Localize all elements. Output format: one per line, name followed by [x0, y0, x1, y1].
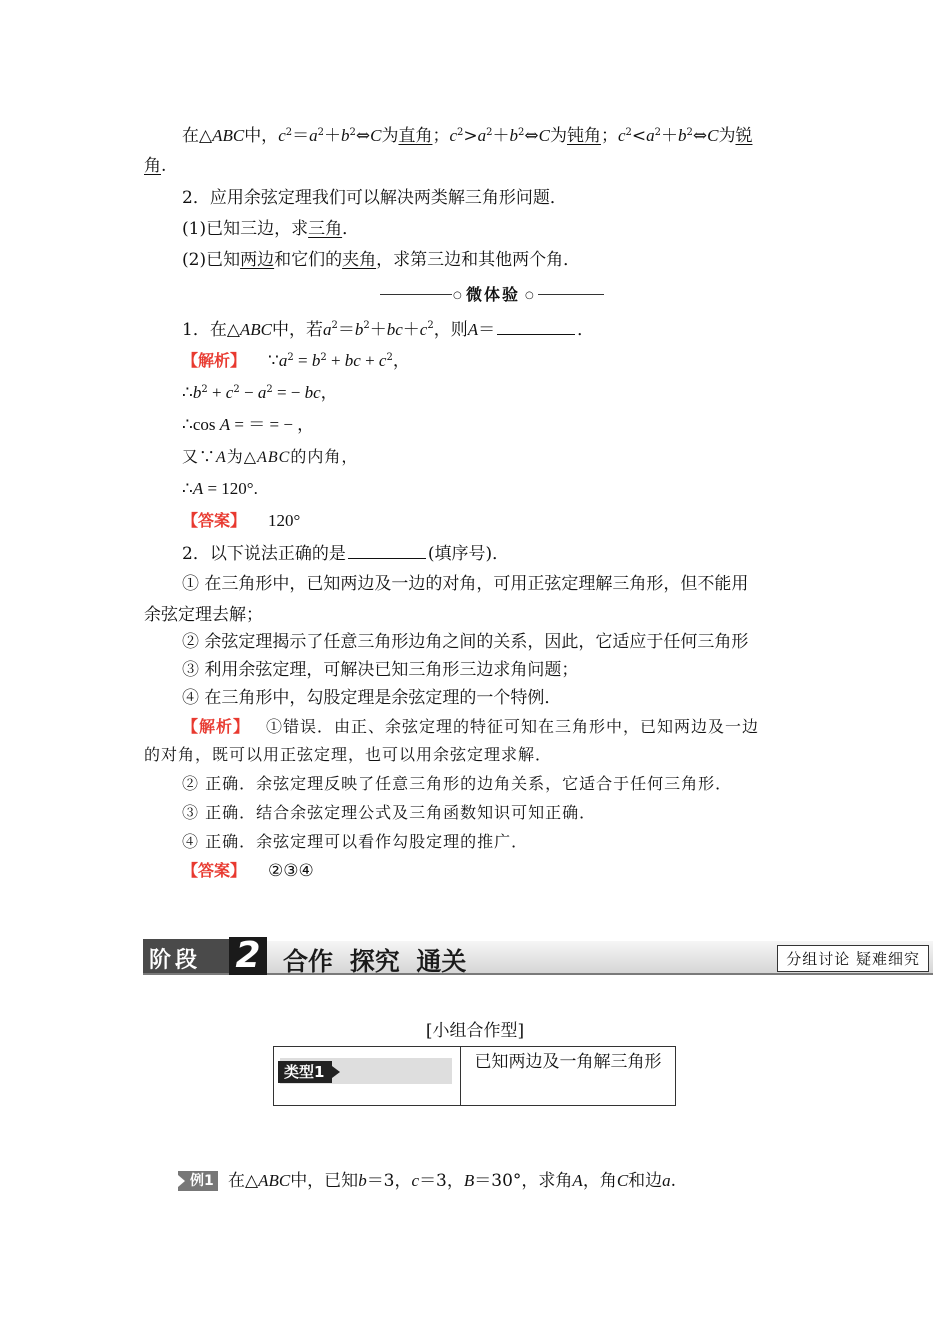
- circle-icon: ○: [525, 290, 534, 301]
- solution-line: 的对角，既可以用正弦定理，也可以用余弦定理求解．: [144, 745, 553, 764]
- analysis-tag: 【解析】: [182, 351, 247, 370]
- type-cell-left: [274, 1047, 461, 1105]
- text-line: (2)已知两边和它们的夹角，求第三边和其他两个角．: [182, 250, 581, 270]
- stage-label: 阶段: [149, 948, 202, 973]
- solution-line: ④ 正确．余弦定理可以看作勾股定理的推广．: [182, 832, 529, 851]
- solution-line: ∴cos A = ＝ = − ，: [182, 415, 315, 434]
- type-label: 类型1: [278, 1061, 332, 1083]
- text-line: 2．应用余弦定理我们可以解决两类解三角形问题．: [182, 188, 567, 208]
- section-heading: 微体验: [466, 285, 521, 304]
- answer-obtuse-angle: 钝角: [566, 126, 601, 146]
- stage-banner: [143, 937, 933, 975]
- option-1-cont: 余弦定理去解；: [144, 605, 263, 625]
- option-2: ② 余弦定理揭示了任意三角形边角之间的关系，因此，它适应于任何三角形: [182, 632, 749, 652]
- stage-number: 2: [229, 937, 267, 975]
- answer-three-angles: 三角: [308, 219, 343, 239]
- solution-line: 【解析】 $\because a^2 = b^2$ + bc + $c^2$，: [182, 351, 410, 371]
- group-title: [小组合作型]: [425, 1021, 525, 1041]
- stage-label-box: [143, 939, 229, 973]
- type-title: 已知两边及一角解三角形: [474, 1052, 662, 1072]
- option-4: ④ 在三角形中，勾股定理是余弦定理的一个特例．: [182, 688, 562, 708]
- solution-line: ∴A = 120°.: [182, 479, 258, 498]
- answer-two-sides: 两边: [240, 250, 275, 270]
- heading-rule-left: [380, 294, 452, 295]
- answer-tag: 【答案】: [182, 861, 247, 880]
- analysis-tag: 【解析】: [182, 717, 251, 736]
- solution-line: ② 正确．余弦定理反映了任意三角形的边角关系，它适合于任何三角形．: [182, 774, 733, 793]
- answer-acute-part2: 角: [144, 156, 161, 176]
- answer-line: [182, 860, 314, 882]
- text-line: 角.: [144, 156, 167, 176]
- question-1: 1．在△ABC中，若$a^2=b^2+bc+c^2$，则A＝ ．: [182, 320, 595, 340]
- answer-right-angle: 直角: [398, 126, 433, 146]
- text-line: (1)已知三边，求三角．: [182, 219, 360, 239]
- option-1: ① 在三角形中，已知两边及一边的对角，可用正弦定理解三角形，但不能用: [182, 574, 749, 594]
- circle-icon: ○: [453, 290, 462, 301]
- answer-acute-part1: 锐: [735, 126, 753, 146]
- answer-tag: 【答案】: [182, 511, 247, 530]
- heading-rule-right: [538, 294, 604, 295]
- stage-badge: 分组讨论 疑难细究: [777, 945, 929, 972]
- type-table: [273, 1046, 676, 1106]
- answer-line: [182, 510, 300, 532]
- answer-blank[interactable]: [348, 542, 426, 559]
- solution-line: 【解析】 ①错误．由正、余弦定理的特征可知在三角形中，已知两边及一边: [182, 717, 760, 736]
- stage-title: 合作 探究 通关: [283, 947, 467, 976]
- option-3: ③ 利用余弦定理，可解决已知三角形三边求角问题；: [182, 660, 579, 680]
- question-2: 2．以下说法正确的是 (填序号)．: [182, 544, 510, 564]
- answer-blank[interactable]: [497, 318, 575, 335]
- solution-line: $\therefore b^2 + c^2 - a^2$ = − bc，: [182, 383, 338, 403]
- example-text: 在△ABC中，已知b＝3，c＝3，B＝30°，求角A，角C和边a.: [228, 1171, 677, 1191]
- text-line: 在△ABC中，$c^2=a^2+b^2\Leftrightarrow C$为直角；$c^2>a^2+b^2\Leftrightarrow C$为钝角；$c^2<a^2+b^2\Leftrightarrow C$为锐: [182, 126, 753, 146]
- solution-line: ③ 正确．结合余弦定理公式及三角函数知识可知正确．: [182, 803, 597, 822]
- answer-included-angle: 夹角: [342, 250, 377, 270]
- example-badge: 例1: [178, 1171, 218, 1191]
- answer-value: ②③④: [268, 861, 314, 881]
- solution-line: 又∵A为△ABC的内角，: [182, 447, 359, 466]
- answer-value: 120°: [268, 511, 301, 530]
